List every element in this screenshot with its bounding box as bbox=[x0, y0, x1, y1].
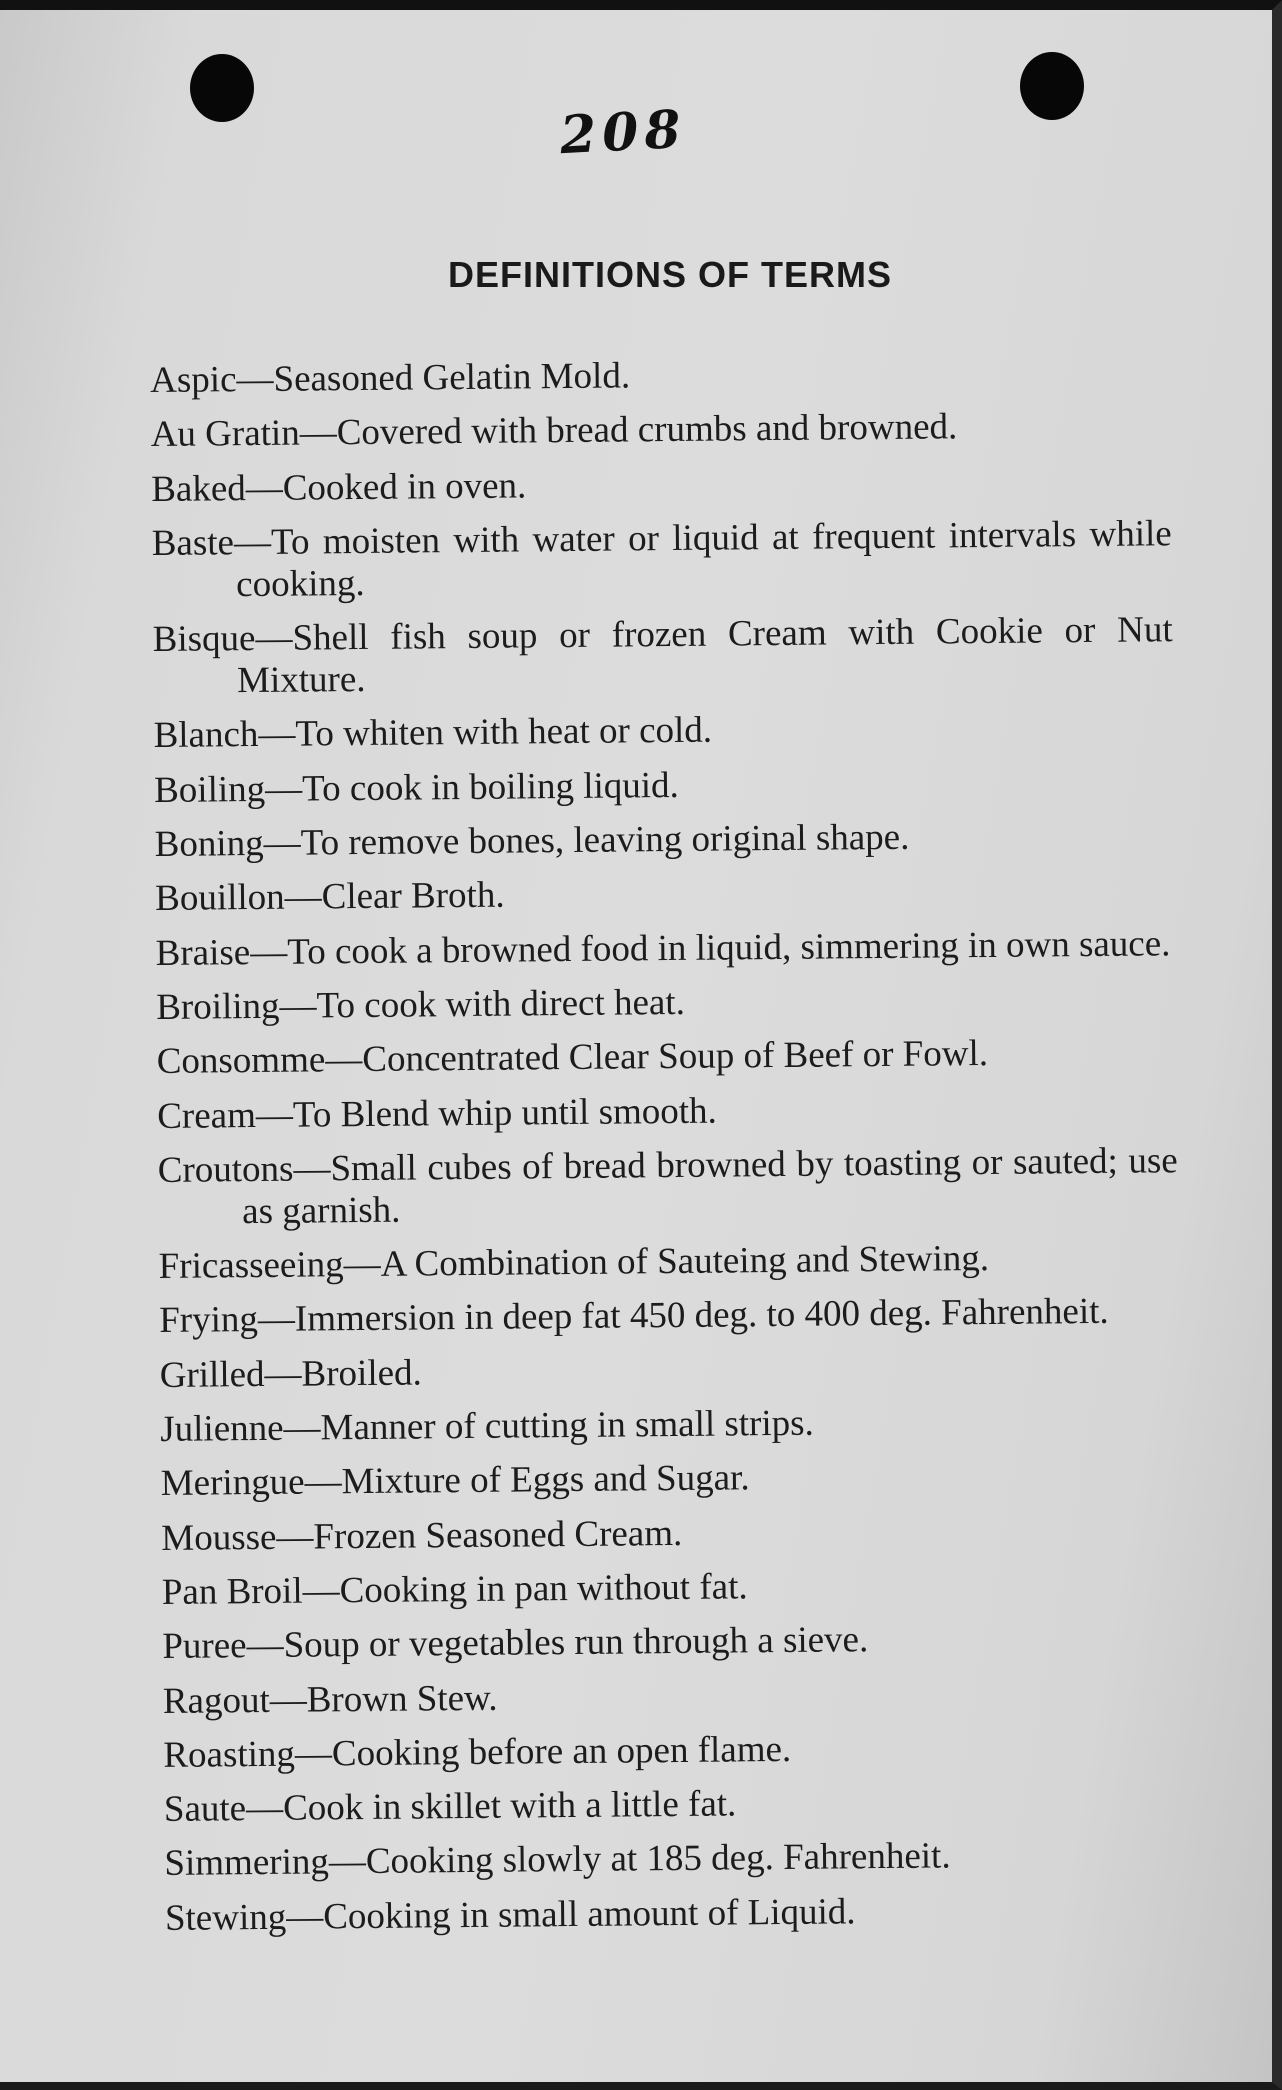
definition-term: Consomme bbox=[156, 1039, 326, 1083]
em-dash-separator: — bbox=[245, 467, 283, 509]
definition-term: Croutons bbox=[157, 1148, 294, 1191]
definition-text: Covered with bread crumbs and browned. bbox=[336, 406, 958, 454]
em-dash-separator: — bbox=[269, 1679, 307, 1721]
punch-hole-right bbox=[1020, 52, 1084, 120]
definition-entry bbox=[159, 1236, 1179, 1288]
definition-entry bbox=[157, 1031, 1177, 1083]
definition-entry bbox=[153, 706, 1173, 758]
em-dash-separator: — bbox=[264, 768, 303, 810]
em-dash-separator: — bbox=[294, 1733, 333, 1775]
definition-term: Grilled bbox=[159, 1353, 265, 1396]
definition-text: To Blend whip until smooth. bbox=[292, 1090, 718, 1136]
definition-text: Seasoned Gelatin Mold. bbox=[273, 355, 631, 400]
definition-term: Puree bbox=[162, 1625, 247, 1668]
definition-entry bbox=[163, 1725, 1183, 1777]
definition-term: Meringue bbox=[160, 1461, 305, 1505]
em-dash-separator: — bbox=[343, 1243, 381, 1286]
definition-term: Baste bbox=[151, 522, 235, 564]
em-dash-separator: — bbox=[257, 1299, 296, 1341]
em-dash-separator: — bbox=[255, 617, 293, 660]
definition-entry bbox=[154, 814, 1174, 866]
definition-text: Frozen Seasoned Cream. bbox=[313, 1512, 683, 1558]
definition-entry bbox=[158, 1140, 1179, 1234]
definition-term: Bisque bbox=[152, 618, 256, 661]
definitions-list bbox=[150, 350, 1185, 1952]
em-dash-separator: — bbox=[325, 1039, 363, 1081]
em-dash-separator: — bbox=[286, 1896, 324, 1938]
definition-text: Cooked in oven. bbox=[282, 464, 527, 509]
definition-entry bbox=[155, 923, 1175, 975]
definition-text: Cooking before an open flame. bbox=[331, 1728, 792, 1775]
definition-entry bbox=[150, 350, 1170, 402]
definition-term: Julienne bbox=[160, 1407, 284, 1450]
definition-term: Baked bbox=[151, 467, 246, 510]
definition-entry bbox=[159, 1291, 1179, 1343]
definition-term: Cream bbox=[157, 1094, 257, 1137]
em-dash-separator: — bbox=[236, 358, 274, 401]
definition-entry bbox=[162, 1562, 1182, 1614]
definition-term: Boiling bbox=[153, 768, 266, 811]
definition-term: Stewing bbox=[164, 1896, 287, 1939]
definition-text: Cooking slowly at 185 deg. Fahrenheit. bbox=[365, 1835, 951, 1883]
definition-term: Au Gratin bbox=[150, 412, 300, 456]
em-dash-separator: — bbox=[328, 1841, 367, 1883]
definition-term: Blanch bbox=[153, 714, 259, 757]
definition-term: Broiling bbox=[156, 985, 280, 1028]
em-dash-separator: — bbox=[233, 521, 272, 564]
handwritten-page-number: 208 bbox=[558, 98, 689, 167]
definition-term: Boning bbox=[154, 823, 264, 866]
definition-term: Braise bbox=[155, 931, 251, 974]
definition-term: Mousse bbox=[161, 1516, 277, 1559]
definition-text: Mixture of Eggs and Sugar. bbox=[341, 1457, 750, 1503]
em-dash-separator: — bbox=[283, 1407, 321, 1449]
definition-text: Cook in skillet with a little fat. bbox=[282, 1783, 737, 1829]
definition-text: To cook in boiling liquid. bbox=[301, 764, 679, 810]
definition-term: Ragout bbox=[162, 1679, 270, 1722]
definition-text: To whiten with heat or cold. bbox=[295, 710, 713, 756]
definition-entry bbox=[156, 977, 1176, 1029]
definition-text: Cooking in pan without fat. bbox=[339, 1566, 748, 1612]
em-dash-separator: — bbox=[255, 1094, 294, 1136]
definition-text: Manner of cutting in small strips. bbox=[320, 1402, 815, 1449]
em-dash-separator: — bbox=[258, 714, 296, 756]
em-dash-separator: — bbox=[250, 931, 288, 973]
em-dash-separator: — bbox=[302, 1570, 340, 1612]
em-dash-separator: — bbox=[263, 822, 301, 865]
em-dash-separator: — bbox=[304, 1461, 342, 1503]
definition-term: Saute bbox=[163, 1788, 247, 1831]
definition-entry bbox=[160, 1345, 1180, 1397]
em-dash-separator: — bbox=[264, 1353, 302, 1395]
definition-term: Pan Broil bbox=[161, 1570, 303, 1613]
em-dash-separator: — bbox=[279, 985, 317, 1027]
definition-entry bbox=[164, 1779, 1184, 1831]
punch-hole-left bbox=[190, 54, 254, 122]
definition-entry bbox=[160, 1399, 1180, 1451]
definition-text: Clear Broth. bbox=[321, 874, 505, 918]
definition-text: Concentrated Clear Soup of Beef or Fowl. bbox=[362, 1033, 989, 1081]
definition-text: Shell fish soup or frozen Cream with Cookie or Nut Mixture. bbox=[236, 609, 1173, 702]
definition-text: A Combination of Sauteing and Stewing. bbox=[380, 1238, 990, 1285]
definition-entry bbox=[164, 1834, 1184, 1886]
definition-text: To cook a browned food in liquid, simmering in own sauce. bbox=[287, 922, 1171, 973]
definition-term: Fricasseeing bbox=[158, 1244, 344, 1288]
definition-text: Small cubes of bread browned by toasting or sauted; use as garnish. bbox=[241, 1140, 1178, 1233]
definition-text: Cooking in small amount of Liquid. bbox=[323, 1891, 856, 1938]
definition-entry bbox=[165, 1888, 1185, 1940]
definition-term: Simmering bbox=[164, 1841, 330, 1885]
em-dash-separator: — bbox=[299, 412, 337, 454]
em-dash-separator: — bbox=[276, 1516, 314, 1558]
definition-entry bbox=[152, 513, 1173, 607]
definition-text: To moisten with water or liquid at frequent intervals while cooking. bbox=[235, 513, 1172, 606]
em-dash-separator: — bbox=[284, 876, 322, 919]
definition-text: Broiled. bbox=[301, 1352, 422, 1395]
page-title: DEFINITIONS OF TERMS bbox=[447, 254, 892, 295]
definition-entry bbox=[161, 1454, 1181, 1506]
definition-entry bbox=[152, 609, 1173, 703]
definition-entry bbox=[163, 1671, 1183, 1723]
definition-term: Frying bbox=[159, 1299, 259, 1342]
definition-entry bbox=[162, 1616, 1182, 1668]
definition-entry bbox=[151, 459, 1171, 511]
definition-entry bbox=[161, 1508, 1181, 1560]
definition-term: Bouillon bbox=[154, 877, 285, 920]
definition-text: Soup or vegetables run through a sieve. bbox=[283, 1619, 869, 1667]
definition-entry bbox=[154, 760, 1174, 812]
definition-entry bbox=[155, 869, 1175, 921]
definition-term: Aspic bbox=[150, 359, 237, 401]
definition-text: To cook with direct heat. bbox=[316, 981, 686, 1027]
definition-text: To remove bones, leaving original shape. bbox=[300, 816, 910, 864]
definition-entry bbox=[157, 1086, 1177, 1138]
definition-text: Immersion in deep fat 450 deg. to 400 deg. Fahrenheit. bbox=[294, 1291, 1109, 1341]
em-dash-separator: — bbox=[245, 1787, 284, 1830]
definition-term: Roasting bbox=[163, 1733, 296, 1776]
em-dash-separator: — bbox=[293, 1148, 331, 1190]
definition-text: Brown Stew. bbox=[306, 1677, 498, 1721]
em-dash-separator: — bbox=[246, 1625, 284, 1667]
definition-entry bbox=[151, 405, 1171, 457]
